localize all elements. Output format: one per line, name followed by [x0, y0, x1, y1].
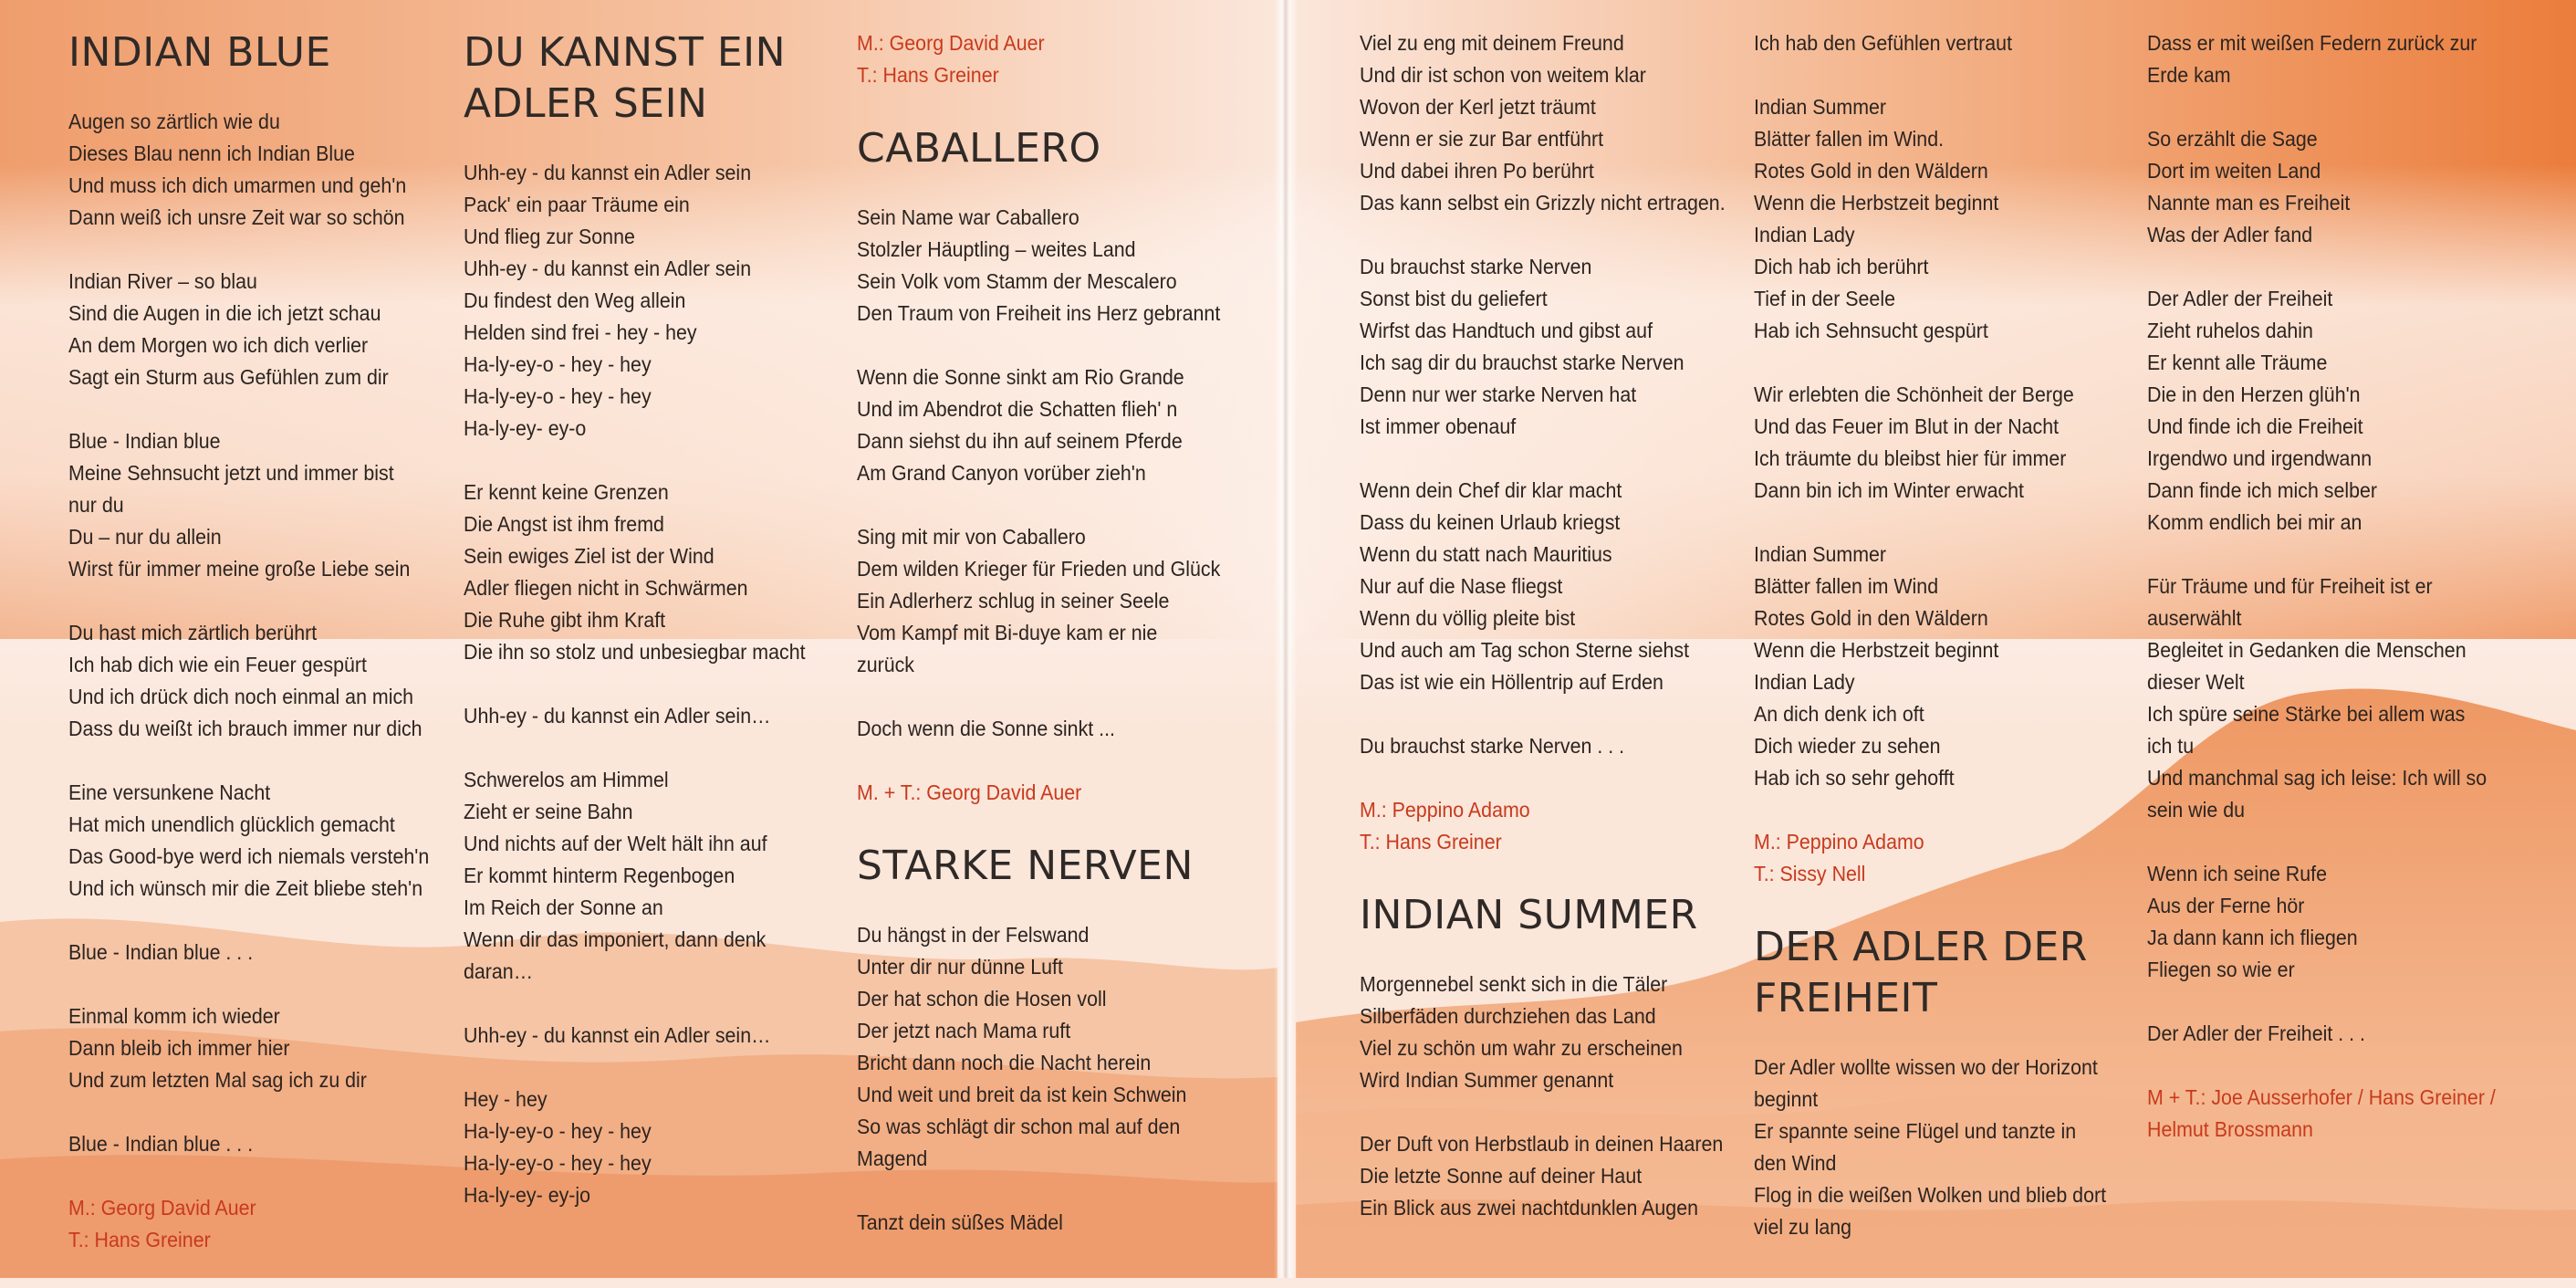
song-title	[1360, 890, 1753, 941]
lyric-line: ich tu	[2147, 734, 2195, 758]
lyrics-stanza	[1360, 27, 1753, 219]
lyric-line: Und manchmal sag ich leise: Ich will so	[2147, 766, 2487, 790]
lyric-line: Indian Lady	[1754, 223, 1855, 246]
song-title-line: CABALLERO	[857, 125, 1101, 172]
lyric-line: Und ich wünsch mir die Zeit bliebe steh'n	[68, 876, 423, 900]
song-credits	[1754, 826, 2133, 890]
lyric-line: Du brauchst starke Nerven	[1360, 255, 1592, 278]
song-title	[857, 123, 1247, 174]
lyric-line: Blue - Indian blue	[68, 429, 221, 453]
lyric-line: Das kann selbst ein Grizzly nicht ertragen.	[1360, 191, 1726, 215]
lyric-line: auserwählt	[2147, 606, 2242, 630]
song-credits	[68, 1192, 456, 1256]
lyric-line: Vom Kampf mit Bi-duye kam er nie	[857, 621, 1158, 644]
column-adler-freiheit	[2147, 27, 2522, 1178]
lyric-line: Stolzler Häuptling – weites Land	[857, 237, 1136, 261]
lyrics-stanza	[857, 361, 1247, 489]
song-credits	[1360, 794, 1753, 858]
lyric-line: Rotes Gold in den Wäldern	[1754, 159, 1988, 183]
lyric-line: Ich sag dir du brauchst starke Nerven	[1360, 351, 1684, 374]
lyric-line: Was der Adler fand	[2147, 223, 2313, 246]
lyric-line: Wenn ich seine Rufe	[2147, 862, 2327, 885]
lyric-line: Sind die Augen in die ich jetzt schau	[68, 301, 381, 325]
lyric-line: Ha-ly-ey-o - hey - hey	[464, 1119, 652, 1143]
lyric-line: Indian Summer	[1754, 95, 1887, 119]
column-adler-sein	[464, 27, 831, 1243]
lyric-line: Meine Sehnsucht jetzt und immer bist	[68, 461, 394, 485]
lyric-line: Der Adler der Freiheit	[2147, 287, 2333, 310]
lyric-line: Das ist wie ein Höllentrip auf Erden	[1360, 670, 1663, 694]
column-caballero-starke-nerven	[857, 27, 1247, 1271]
lyric-line: Und nichts auf der Welt hält ihn auf	[464, 832, 767, 855]
lyric-line: Wenn die Herbstzeit beginnt	[1754, 191, 1999, 215]
lyric-line: Hab ich so sehr gehofft	[1754, 766, 1955, 790]
credit-line: T.: Hans Greiner	[68, 1228, 211, 1251]
lyrics-stanza	[2147, 1018, 2522, 1050]
lyric-line: Ha-ly-ey-o - hey - hey	[464, 352, 652, 376]
lyric-line: Er kommt hinterm Regenbogen	[464, 864, 735, 887]
lyric-line: Ha-ly-ey- ey-o	[464, 416, 587, 440]
lyric-line: Doch wenn die Sonne sinkt ...	[857, 717, 1115, 740]
lyric-line: Den Traum von Freiheit ins Herz gebrannt	[857, 301, 1221, 325]
lyric-line: Dass du keinen Urlaub kriegst	[1360, 510, 1621, 534]
lyric-line: beginnt	[1754, 1087, 1819, 1111]
credit-line: M + T.: Joe Ausserhofer / Hans Greiner /	[2147, 1085, 2496, 1109]
lyrics-stanza	[1360, 1128, 1753, 1224]
lyric-line: Dann bin ich im Winter erwacht	[1754, 478, 2025, 502]
lyrics-stanza	[2147, 283, 2522, 539]
lyric-line: Dem wilden Krieger für Frieden und Glück	[857, 557, 1221, 581]
song-title	[857, 841, 1247, 892]
lyric-line: Und zum letzten Mal sag ich zu dir	[68, 1068, 367, 1092]
lyric-line: Magend	[857, 1147, 928, 1170]
lyric-line: Wird Indian Summer genannt	[1360, 1068, 1614, 1092]
lyric-line: Uhh-ey - du kannst ein Adler sein…	[464, 1023, 771, 1047]
lyric-line: Dann finde ich mich selber	[2147, 478, 2378, 502]
lyric-line: Wir erlebten die Schönheit der Berge	[1754, 382, 2074, 406]
credit-line: Helmut Brossmann	[2147, 1117, 2313, 1141]
lyric-line: Ist immer obenauf	[1360, 414, 1517, 438]
lyrics-stanza	[1360, 475, 1753, 698]
column-indian-blue	[68, 27, 456, 1288]
lyric-line: Wenn du statt nach Mauritius	[1360, 542, 1612, 566]
lyric-line: Sing mit mir von Caballero	[857, 525, 1086, 549]
lyric-line: Und im Abendrot die Schatten flieh' n	[857, 397, 1178, 421]
lyric-line: Dort im weiten Land	[2147, 159, 2321, 183]
lyric-line: Uhh-ey - du kannst ein Adler sein…	[464, 704, 771, 728]
lyric-line: Nannte man es Freiheit	[2147, 191, 2351, 215]
lyric-line: Wenn die Sonne sinkt am Rio Grande	[857, 365, 1184, 389]
lyric-line: Aus der Ferne hör	[2147, 894, 2305, 917]
lyrics-stanza	[1360, 969, 1753, 1096]
lyric-line: Die Ruhe gibt ihm Kraft	[464, 608, 666, 632]
lyrics-stanza	[68, 937, 456, 969]
lyric-line: Fliegen so wie er	[2147, 958, 2295, 981]
lyric-line: Einmal komm ich wieder	[68, 1004, 280, 1028]
lyrics-stanza	[1754, 27, 2133, 59]
lyric-line: Hab ich Sehnsucht gespürt	[1754, 319, 1988, 342]
lyric-line: Die letzte Sonne auf deiner Haut	[1360, 1164, 1643, 1188]
lyric-line: Dann siehst du ihn auf seinem Pferde	[857, 429, 1183, 453]
lyrics-stanza	[464, 1084, 831, 1211]
lyric-line: Blätter fallen im Wind.	[1754, 127, 1945, 151]
lyric-line: Die Angst ist ihm fremd	[464, 512, 664, 536]
lyrics-stanza	[464, 157, 831, 445]
lyric-line: Augen so zärtlich wie du	[68, 110, 280, 133]
lyric-line: Ha-ly-ey-o - hey - hey	[464, 1151, 652, 1175]
lyric-line: Und finde ich die Freiheit	[2147, 414, 2363, 438]
song-title-line: INDIAN BLUE	[68, 29, 331, 76]
lyric-line: Bricht dann noch die Nacht herein	[857, 1051, 1152, 1074]
lyric-line: Im Reich der Sonne an	[464, 895, 663, 919]
song-title-line: ADLER SEIN	[464, 80, 708, 127]
song-credits	[857, 777, 1247, 809]
lyrics-stanza	[68, 266, 456, 393]
lyric-line: Wenn du völlig pleite bist	[1360, 606, 1576, 630]
lyric-line: Er spannte seine Flügel und tanzte in	[1754, 1119, 2077, 1143]
lyric-line: Und das Feuer im Blut in der Nacht	[1754, 414, 2060, 438]
lyric-line: Dich hab ich berührt	[1754, 255, 1929, 278]
lyric-line: Pack' ein paar Träume ein	[464, 193, 690, 216]
lyrics-stanza	[464, 1020, 831, 1052]
page-fold	[1274, 0, 1298, 1278]
lyrics-stanza	[857, 521, 1247, 681]
lyric-line: Er kennt alle Träume	[2147, 351, 2328, 374]
lyric-line: Du hast mich zärtlich berührt	[68, 621, 318, 644]
lyric-line: Der Adler wollte wissen wo der Horizont	[1754, 1055, 2098, 1079]
lyric-line: Ich hab den Gefühlen vertraut	[1754, 31, 2013, 55]
lyrics-stanza	[68, 1128, 456, 1160]
lyric-line: Blue - Indian blue . . .	[68, 1132, 254, 1156]
lyric-line: Und auch am Tag schon Sterne siehst	[1360, 638, 1690, 662]
lyric-line: Der hat schon die Hosen voll	[857, 987, 1107, 1011]
lyric-line: Adler fliegen nicht in Schwärmen	[464, 576, 748, 600]
lyric-line: Ha-ly-ey-o - hey - hey	[464, 384, 652, 408]
lyric-line: Wenn dir das imponiert, dann denk	[464, 927, 767, 951]
lyric-line: Komm endlich bei mir an	[2147, 510, 2362, 534]
lyric-line: Wenn dein Chef dir klar macht	[1360, 478, 1622, 502]
lyric-line: So was schlägt dir schon mal auf den	[857, 1115, 1181, 1138]
lyric-line: Indian River – so blau	[68, 269, 257, 293]
lyric-line: Ich hab dich wie ein Feuer gespürt	[68, 653, 367, 676]
lyrics-stanza	[857, 1207, 1247, 1239]
lyric-line: Indian Summer	[1754, 542, 1887, 566]
lyrics-stanza	[1754, 1052, 2133, 1243]
lyric-line: Viel zu eng mit deinem Freund	[1360, 31, 1624, 55]
lyrics-stanza	[1360, 251, 1753, 443]
lyric-line: Und dabei ihren Po berührt	[1360, 159, 1594, 183]
song-credits	[857, 27, 1247, 91]
lyric-line: Silberfäden durchziehen das Land	[1360, 1004, 1656, 1028]
lyrics-stanza	[68, 425, 456, 585]
credit-line: T.: Sissy Nell	[1754, 862, 1866, 885]
lyrics-stanza	[1754, 379, 2133, 507]
song-title-line: INDIAN SUMMER	[1360, 892, 1698, 938]
lyric-line: Wenn die Herbstzeit beginnt	[1754, 638, 1999, 662]
song-title	[1754, 922, 2133, 1024]
song-title-line: DER ADLER DER	[1754, 924, 2088, 970]
lyric-line: Am Grand Canyon vorüber zieh'n	[857, 461, 1146, 485]
lyrics-stanza	[857, 713, 1247, 745]
lyric-line: Zieht er seine Bahn	[464, 800, 633, 823]
lyric-line: Blue - Indian blue . . .	[68, 940, 254, 964]
lyric-line: Sein Name war Caballero	[857, 205, 1079, 229]
lyric-line: sein wie du	[2147, 798, 2246, 822]
lyric-line: Er kennt keine Grenzen	[464, 480, 669, 504]
lyric-line: daran…	[464, 959, 534, 983]
lyric-line: An dich denk ich oft	[1754, 702, 1924, 726]
lyric-line: Zieht ruhelos dahin	[2147, 319, 2313, 342]
lyric-line: Flog in die weißen Wolken und blieb dort	[1754, 1183, 2107, 1207]
lyric-line: Ein Blick aus zwei nachtdunklen Augen	[1360, 1196, 1698, 1220]
lyric-line: Nur auf die Nase fliegst	[1360, 574, 1563, 598]
lyric-line: Erde kam	[2147, 63, 2231, 87]
song-title	[68, 27, 456, 79]
lyric-line: Sein Volk vom Stamm der Mescalero	[857, 269, 1177, 293]
lyric-line: Indian Lady	[1754, 670, 1855, 694]
credit-line: M.: Georg David Auer	[857, 31, 1045, 55]
lyric-line: Dann weiß ich unsre Zeit war so schön	[68, 205, 405, 229]
lyric-line: Und muss ich dich umarmen und geh'n	[68, 173, 407, 197]
lyric-line: Wirst für immer meine große Liebe sein	[68, 557, 411, 581]
lyric-line: Unter dir nur dünne Luft	[857, 955, 1063, 979]
lyric-line: Ein Adlerherz schlug in seiner Seele	[857, 589, 1170, 613]
lyric-line: Du brauchst starke Nerven . . .	[1360, 734, 1625, 758]
song-title-line: FREIHEIT	[1754, 975, 1938, 1021]
lyric-line: Hat mich unendlich glücklich gemacht	[68, 812, 395, 836]
lyric-line: Rotes Gold in den Wäldern	[1754, 606, 1988, 630]
song-credits	[2147, 1082, 2522, 1146]
lyric-line: Die in den Herzen glüh'n	[2147, 382, 2361, 406]
lyric-line: Hey - hey	[464, 1087, 548, 1111]
lyric-line: Du findest den Weg allein	[464, 288, 686, 312]
lyric-line: So erzählt die Sage	[2147, 127, 2318, 151]
column-indian-summer-adler-freiheit	[1754, 27, 2133, 1275]
lyrics-stanza	[68, 777, 456, 905]
lyric-line: Viel zu schön um wahr zu erscheinen	[1360, 1036, 1683, 1060]
lyric-line: Und weit und breit da ist kein Schwein	[857, 1083, 1187, 1106]
lyric-line: viel zu lang	[1754, 1215, 1852, 1239]
lyrics-stanza	[857, 919, 1247, 1175]
lyric-line: Ich träumte du bleibst hier für immer	[1754, 446, 2067, 470]
lyric-line: Ich spüre seine Stärke bei allem was	[2147, 702, 2466, 726]
lyric-line: Blätter fallen im Wind	[1754, 574, 1939, 598]
lyrics-stanza	[2147, 123, 2522, 251]
lyrics-stanza	[2147, 858, 2522, 986]
lyric-line: Irgendwo und irgendwann	[2147, 446, 2373, 470]
lyric-line: Sonst bist du geliefert	[1360, 287, 1548, 310]
lyric-line: Der jetzt nach Mama ruft	[857, 1019, 1071, 1042]
song-title-line: DU KANNST EIN	[464, 29, 787, 76]
lyric-line: Uhh-ey - du kannst ein Adler sein	[464, 161, 752, 184]
lyric-line: Der Duft von Herbstlaub in deinen Haaren	[1360, 1132, 1724, 1156]
lyric-line: Denn nur wer starke Nerven hat	[1360, 382, 1637, 406]
lyrics-stanza	[1754, 539, 2133, 794]
lyric-line: nur du	[68, 493, 124, 517]
credit-line: M. + T.: Georg David Auer	[857, 780, 1082, 804]
credit-line: M.: Peppino Adamo	[1360, 798, 1530, 822]
credit-line: M.: Georg David Auer	[68, 1196, 256, 1220]
lyrics-stanza	[464, 764, 831, 988]
lyric-line: dieser Welt	[2147, 670, 2245, 694]
lyrics-stanza	[857, 202, 1247, 330]
lyric-line: den Wind	[1754, 1151, 1837, 1175]
lyric-line: Tief in der Seele	[1754, 287, 1895, 310]
lyrics-stanza	[68, 617, 456, 745]
lyric-line: Und ich drück dich noch einmal an mich	[68, 685, 414, 708]
lyric-line: Ja dann kann ich fliegen	[2147, 926, 2358, 949]
lyric-line: Und dir ist schon von weitem klar	[1360, 63, 1646, 87]
lyrics-stanza	[2147, 571, 2522, 826]
lyric-line: Das Good-bye werd ich niemals versteh'n	[68, 844, 430, 868]
lyric-line: Helden sind frei - hey - hey	[464, 320, 697, 344]
lyric-line: Dich wieder zu sehen	[1754, 734, 1941, 758]
lyric-line: Für Träume und für Freiheit ist er	[2147, 574, 2433, 598]
lyrics-stanza	[464, 476, 831, 668]
song-title-line: STARKE NERVEN	[857, 843, 1194, 889]
lyric-line: Dass du weißt ich brauch immer nur dich	[68, 717, 422, 740]
lyrics-stanza	[464, 700, 831, 732]
column-starke-nerven-indian-summer	[1360, 27, 1753, 1256]
lyrics-stanza	[1360, 730, 1753, 762]
lyric-line: Tanzt dein süßes Mädel	[857, 1210, 1063, 1234]
lyric-line: Morgennebel senkt sich in die Täler	[1360, 972, 1668, 996]
lyric-line: Eine versunkene Nacht	[68, 780, 271, 804]
credit-line: M.: Peppino Adamo	[1754, 830, 1924, 853]
lyric-line: Uhh-ey - du kannst ein Adler sein	[464, 257, 752, 280]
lyrics-stanza	[68, 1000, 456, 1096]
credit-line: T.: Hans Greiner	[857, 63, 999, 87]
lyric-line: Sein ewiges Ziel ist der Wind	[464, 544, 714, 568]
lyrics-stanza	[2147, 27, 2522, 91]
lyric-line: Dann bleib ich immer hier	[68, 1036, 290, 1060]
lyric-line: Und flieg zur Sonne	[464, 225, 635, 248]
lyric-line: Wirfst das Handtuch und gibst auf	[1360, 319, 1653, 342]
lyric-line: Wenn er sie zur Bar entführt	[1360, 127, 1604, 151]
lyric-line: Der Adler der Freiheit . . .	[2147, 1021, 2365, 1045]
lyric-line: An dem Morgen wo ich dich verlier	[68, 333, 369, 357]
song-title	[464, 27, 831, 130]
lyric-line: Die ihn so stolz und unbesiegbar macht	[464, 640, 806, 664]
credit-line: T.: Hans Greiner	[1360, 830, 1502, 853]
lyric-line: zurück	[857, 653, 915, 676]
lyrics-stanza	[68, 106, 456, 234]
lyric-line: Dieses Blau nenn ich Indian Blue	[68, 141, 355, 165]
lyric-line: Begleitet in Gedanken die Menschen	[2147, 638, 2466, 662]
lyric-line: Dass er mit weißen Federn zurück zur	[2147, 31, 2477, 55]
lyric-line: Ha-ly-ey- ey-jo	[464, 1183, 591, 1207]
lyrics-stanza	[1754, 91, 2133, 347]
lyric-line: Sagt ein Sturm aus Gefühlen zum dir	[68, 365, 389, 389]
lyric-line: Schwerelos am Himmel	[464, 768, 669, 791]
lyric-line: Du – nur du allein	[68, 525, 222, 549]
lyric-line: Du hängst in der Felswand	[857, 923, 1090, 947]
lyric-line: Wovon der Kerl jetzt träumt	[1360, 95, 1596, 119]
